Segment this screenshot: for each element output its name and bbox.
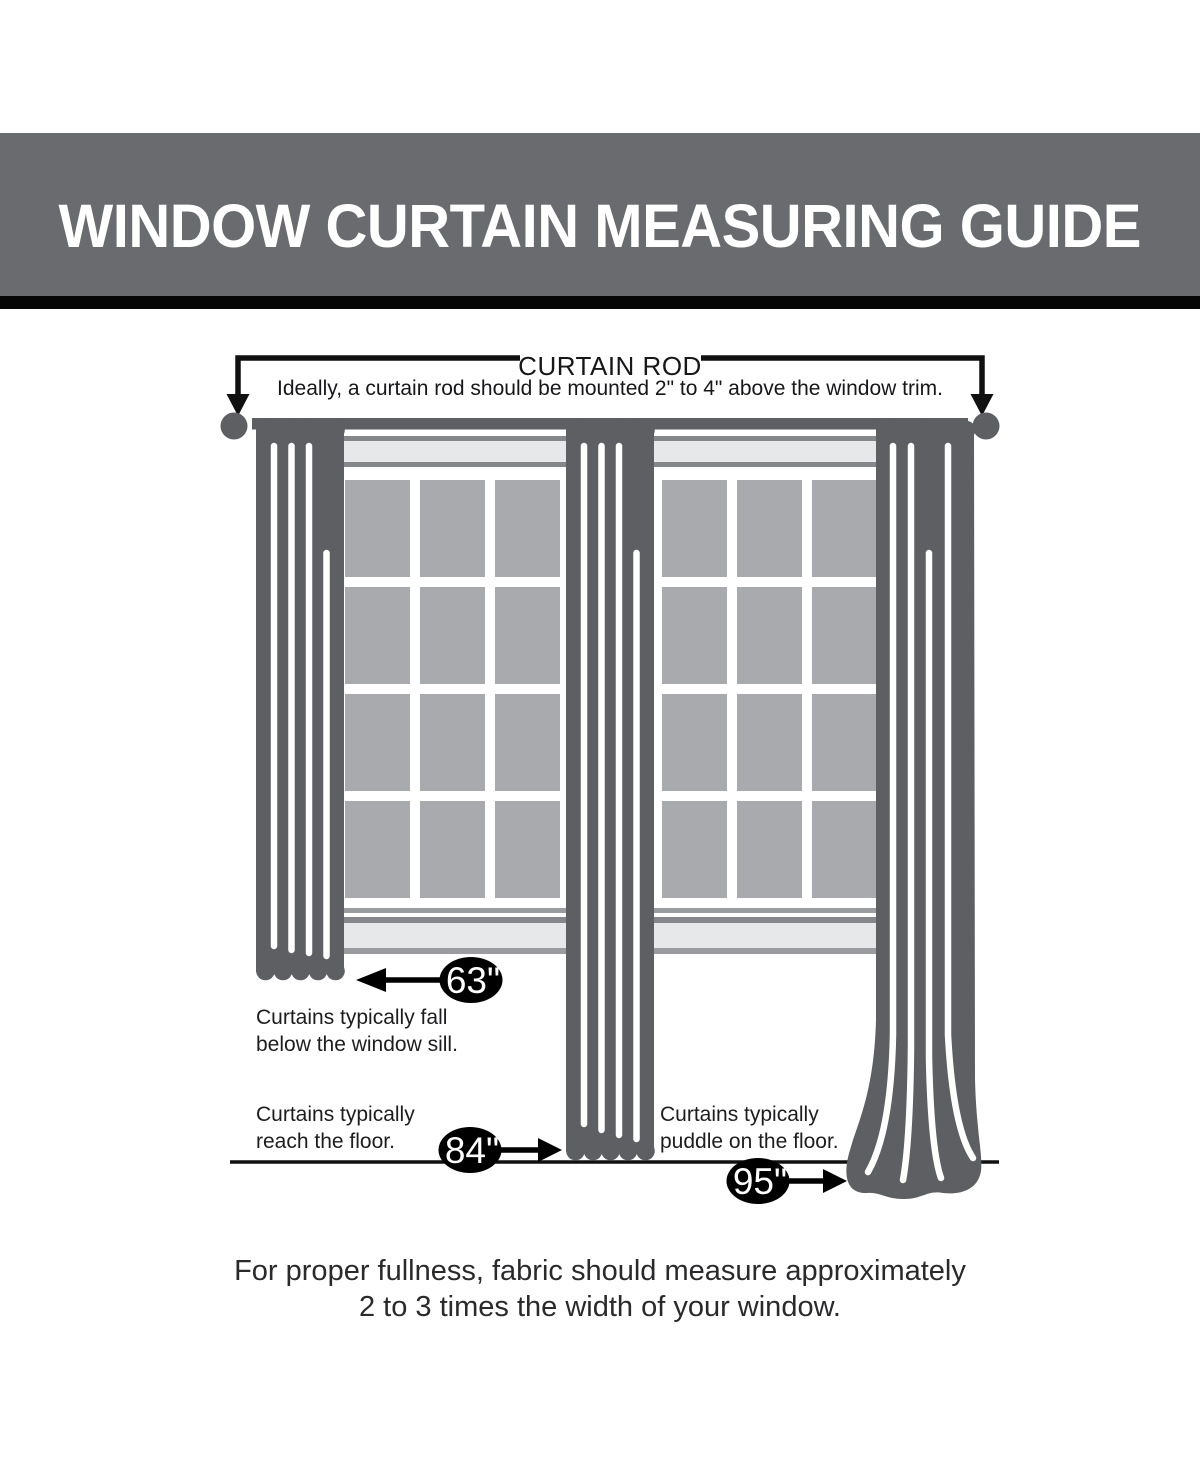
curtain-rod-hint: Ideally, a curtain rod should be mounted 2" to 4" above the window trim.: [277, 377, 943, 400]
sill-note-line1: Curtains typically fall: [256, 1006, 448, 1029]
window-panes-left: [345, 480, 560, 898]
sill-note: [256, 1004, 458, 1058]
measurement-84-value: 84": [444, 1130, 500, 1171]
puddle-note-line1: Curtains typically: [660, 1103, 819, 1126]
measurement-95-value: 95": [732, 1161, 788, 1202]
puddle-note: [660, 1101, 839, 1155]
badge-95: [727, 1158, 848, 1204]
badge-84: [439, 1127, 563, 1173]
left-curtain: [256, 421, 345, 981]
fullness-note: [0, 1253, 1200, 1325]
arrow-right-95-head-icon: [823, 1169, 847, 1193]
puddle-note-line2: puddle on the floor.: [660, 1130, 839, 1153]
window-panes-right: [662, 480, 877, 898]
curtain-rod-label: CURTAIN ROD: [518, 351, 702, 381]
fullness-note-line1: For proper fullness, fabric should measure approximately: [234, 1255, 966, 1287]
center-curtain: [566, 421, 655, 1161]
arrow-right-84-head-icon: [538, 1138, 562, 1162]
floor-note-line2: reach the floor.: [256, 1130, 395, 1153]
sill-note-line2: below the window sill.: [256, 1033, 458, 1056]
fullness-note-line2: 2 to 3 times the width of your window.: [359, 1291, 841, 1323]
floor-note-line1: Curtains typically: [256, 1103, 415, 1126]
measurement-63-value: 63": [445, 960, 501, 1001]
badge-63: [356, 957, 503, 1003]
page-title: WINDOW CURTAIN MEASURING GUIDE: [58, 191, 1142, 260]
finial-left: [221, 413, 248, 440]
floor-note: [256, 1101, 415, 1155]
arrow-left-63-head-icon: [356, 968, 386, 992]
finial-right: [973, 413, 1000, 440]
